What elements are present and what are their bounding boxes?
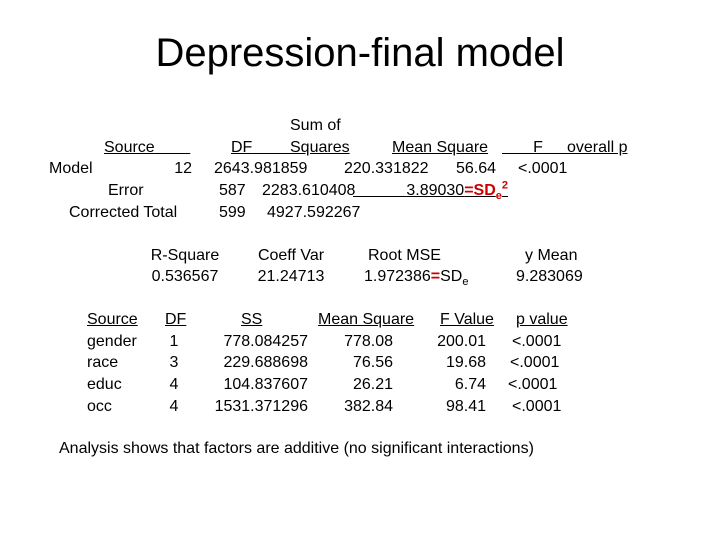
effects-row-occ-source: occ <box>87 398 112 415</box>
row-error-df: 587 <box>219 182 246 199</box>
header-coeff-var: Coeff Var <box>257 247 325 264</box>
effects-row-race-ms: 76.56 <box>352 354 393 371</box>
effects-header-f: F Value <box>440 311 494 328</box>
effects-row-gender-f: 200.01 <box>437 333 486 350</box>
effects-row-race-p: <.0001 <box>510 354 560 371</box>
root-mse-sd: SD <box>440 268 463 285</box>
header-source-label: Source <box>104 139 155 156</box>
effects-row-race-source: race <box>87 354 119 371</box>
root-mse-equals: = <box>430 268 441 285</box>
row-error-source: Error <box>108 182 144 199</box>
row-error-ms-value: 3.89030 <box>406 182 465 199</box>
sd-superscript: 2 <box>501 179 509 192</box>
row-error-equals: = <box>464 182 474 199</box>
row-model-p: <.0001 <box>518 160 568 177</box>
row-model-ms: 220.331822 <box>344 160 429 177</box>
effects-header-source: Source <box>87 311 138 328</box>
sd-subscript: e <box>495 190 502 203</box>
effects-row-educ-source: educ <box>87 376 122 393</box>
row-model-source: Model <box>49 160 93 177</box>
effects-header-df: DF <box>165 311 187 328</box>
analysis-note: Analysis shows that factors are additive (no significant interactions) <box>59 440 534 457</box>
value-coeff-var: 21.24713 <box>257 268 325 285</box>
row-error-ss: 2283.610408 <box>262 182 356 199</box>
effects-row-educ-p: <.0001 <box>508 376 558 393</box>
value-root-mse <box>364 268 469 289</box>
header-mean-square: Mean Square <box>392 139 489 156</box>
effects-row-gender-source: gender <box>87 333 137 350</box>
effects-row-occ-df: 4 <box>169 398 179 415</box>
effects-row-gender-p: <.0001 <box>512 333 562 350</box>
effects-row-educ-f: 6.74 <box>454 376 486 393</box>
effects-row-gender-ms: 778.08 <box>344 333 393 350</box>
row-model-df: 12 <box>174 160 192 177</box>
effects-row-educ-ss: 104.837607 <box>223 376 308 393</box>
effects-row-educ-ms: 26.21 <box>352 376 393 393</box>
row-model-ss: 2643.981859 <box>214 160 308 177</box>
effects-header-ms: Mean Square <box>318 311 415 328</box>
row-total-source: Corrected Total <box>69 204 178 221</box>
effects-row-race-ss: 229.688698 <box>223 354 308 371</box>
effects-row-occ-p: <.0001 <box>512 398 562 415</box>
effects-header-ss: SS <box>241 311 263 328</box>
header-f <box>502 139 574 157</box>
header-df <box>231 139 292 157</box>
effects-row-occ-ss: 1531.371296 <box>214 398 308 415</box>
row-total-ss: 4927.592267 <box>267 204 361 221</box>
effects-row-race-f: 19.68 <box>445 354 486 371</box>
row-error-ms <box>353 179 509 203</box>
effects-header-p: p value <box>516 311 568 328</box>
root-mse-number: 1.972386 <box>364 268 431 285</box>
header-overall-p: overall p <box>567 139 628 156</box>
header-y-mean: y Mean <box>525 247 578 264</box>
header-source <box>104 139 194 157</box>
value-y-mean: 9.283069 <box>516 268 583 285</box>
value-r-square: 0.536567 <box>151 268 219 285</box>
page-title: Depression-final model <box>155 31 565 75</box>
header-sum-of: Sum of <box>290 117 341 134</box>
effects-row-occ-ms: 382.84 <box>344 398 393 415</box>
row-model-f: 56.64 <box>456 160 497 177</box>
effects-row-gender-df: 1 <box>169 333 179 350</box>
header-squares: Squares <box>290 139 350 156</box>
header-df-label: DF <box>231 139 253 156</box>
root-mse-sd-subscript: e <box>462 276 469 289</box>
header-root-mse: Root MSE <box>368 247 441 264</box>
sd-label: SD <box>473 182 496 199</box>
header-f-label: F <box>533 139 543 156</box>
row-error-sd <box>473 179 509 203</box>
effects-row-occ-f: 98.41 <box>445 398 486 415</box>
header-r-square: R-Square <box>150 247 220 264</box>
row-total-df: 599 <box>219 204 246 221</box>
effects-row-gender-ss: 778.084257 <box>223 333 308 350</box>
effects-row-race-df: 3 <box>169 354 179 371</box>
effects-row-educ-df: 4 <box>169 376 179 393</box>
